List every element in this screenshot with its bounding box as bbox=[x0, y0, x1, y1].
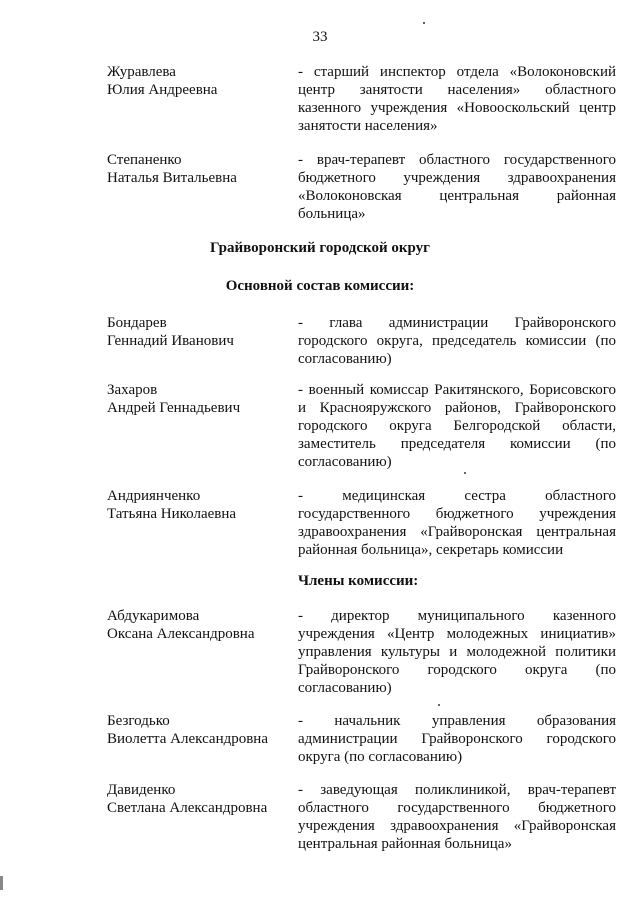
surname: Журавлева bbox=[107, 64, 176, 80]
given-name: Светлана Александровна bbox=[107, 800, 268, 816]
given-name: Наталья Витальевна bbox=[107, 170, 237, 186]
given-name: Виолетта Александровна bbox=[107, 731, 268, 747]
surname: Андриянченко bbox=[107, 488, 201, 504]
surname: Бондарев bbox=[107, 315, 167, 331]
position-description: - заведующая поликлиникой, врач-терапевт областного государственного бюджетного учреждения здравоохранения «Грайворонская центральная районная больница» bbox=[298, 782, 616, 852]
given-name: Геннадий Иванович bbox=[107, 333, 234, 349]
subsection-heading: Основной состав комиссии: bbox=[225, 278, 415, 294]
surname: Степаненко bbox=[107, 152, 182, 168]
person-name bbox=[107, 314, 287, 350]
given-name: Андрей Геннадьевич bbox=[107, 400, 241, 416]
person-name bbox=[107, 487, 287, 523]
person-name bbox=[107, 712, 287, 748]
surname: Захаров bbox=[107, 382, 158, 398]
given-name: Татьяна Николаевна bbox=[107, 506, 237, 522]
given-name: Юлия Андреевна bbox=[107, 82, 218, 98]
scan-speck bbox=[423, 22, 425, 24]
position-description: - старший инспектор отдела «Волоконовский центр занятости населения» областного казенного учреждения «Новооскольский центр занятости населения» bbox=[298, 64, 616, 134]
scan-edge-mark bbox=[0, 876, 3, 890]
person-name bbox=[107, 607, 287, 643]
section-heading: Грайворонский городской округ bbox=[210, 240, 430, 256]
position-description: - врач-терапевт областного государственного бюджетного учреждения здравоохранения «Волоконовская центральная районная больница» bbox=[298, 152, 616, 222]
scan-speck bbox=[438, 704, 440, 706]
position-description: - директор муниципального казенного учреждения «Центр молодежных инициатив» управления культуры и молодежной политики Грайворонского городского округа (по согласованию) bbox=[298, 608, 616, 696]
page-number: 33 bbox=[312, 29, 328, 45]
person-name bbox=[107, 63, 287, 99]
given-name: Оксана Александровна bbox=[107, 626, 255, 642]
person-name bbox=[107, 381, 287, 417]
scan-speck bbox=[464, 472, 466, 474]
surname: Давиденко bbox=[107, 782, 176, 798]
position-description: - медицинская сестра областного государственного бюджетного учреждения здравоохранения «Грайворонская центральная районная больница», секретарь комиссии bbox=[298, 488, 616, 558]
position-description: - начальник управления образования администрации Грайворонского городского округа (по согласованию) bbox=[298, 713, 616, 765]
subsection-heading: Члены комиссии: bbox=[298, 573, 419, 589]
person-name bbox=[107, 151, 287, 187]
person-name bbox=[107, 781, 287, 817]
surname: Абдукаримова bbox=[107, 608, 200, 624]
position-description: - военный комиссар Ракитянского, Борисовского и Краснояружского районов, Грайворонского городского округа Белгородской области, заместитель председателя комиссии (по согласованию) bbox=[298, 382, 616, 470]
position-description: - глава администрации Грайворонского городского округа, председатель комиссии (по согласованию) bbox=[298, 315, 616, 367]
surname: Безгодько bbox=[107, 713, 170, 729]
